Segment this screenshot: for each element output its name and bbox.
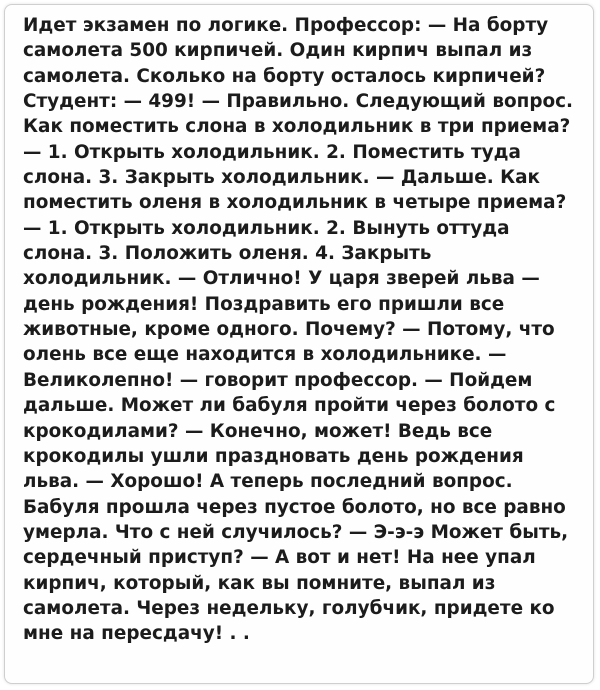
joke-card [4,4,594,684]
joke-line: поместить оленя в холодильник в четыре приема? [23,192,567,214]
joke-line: самолета. Через недельку, голубчик, придете ко [23,597,555,619]
joke-text [23,13,589,647]
joke-line: холодильник. — Отлично! У царя зверей льва — [23,268,540,290]
joke-line: самолета 500 кирпичей. Один кирпич выпал из [23,40,533,62]
joke-line: Бабуля прошла через пустое болото, но все равно [23,496,566,518]
joke-line: слона. 3. Положить оленя. 4. Закрыть [23,243,432,265]
joke-line: — 1. Открыть холодильник. 2. Вынуть оттуда [23,217,510,239]
joke-line: самолета. Сколько на борту осталось кирпичей? [23,65,546,87]
joke-line: Великолепно! — говорит профессор. — Пойдем [23,369,533,391]
joke-line: олень все еще находится в холодильнике. — [23,344,507,366]
joke-line: крокодилами? — Конечно, может! Ведь все [23,420,493,442]
joke-line: крокодилы ушли праздновать день рождения [23,445,524,467]
joke-line: дальше. Может ли бабуля пройти через болото с [23,395,556,417]
joke-line: льва. — Хорошо! А теперь последний вопрос. [23,471,513,493]
joke-line: умерла. Что с ней случилось? — Э-э-э Может быть, [23,521,569,543]
joke-line: день рождения! Поздравить его пришли все [23,293,505,315]
joke-line: животные, кроме одного. Почему? — Потому, что [23,319,555,341]
joke-line: сердечный приступ? — А вот и нет! На нее упал [23,547,536,569]
joke-line: мне на пересдачу! . . [23,623,250,645]
joke-line: Как поместить слона в холодильник в три приема? [23,116,571,138]
joke-line: слона. 3. Закрыть холодильник. — Дальше. Как [23,167,541,189]
joke-line: Идет экзамен по логике. Профессор: — На борту [23,15,549,36]
joke-line: Студент: — 499! — Правильно. Следующий вопрос. [23,91,574,113]
joke-line: — 1. Открыть холодильник. 2. Поместить туда [23,141,521,163]
joke-line: кирпич, который, как вы помните, выпал из [23,572,496,594]
